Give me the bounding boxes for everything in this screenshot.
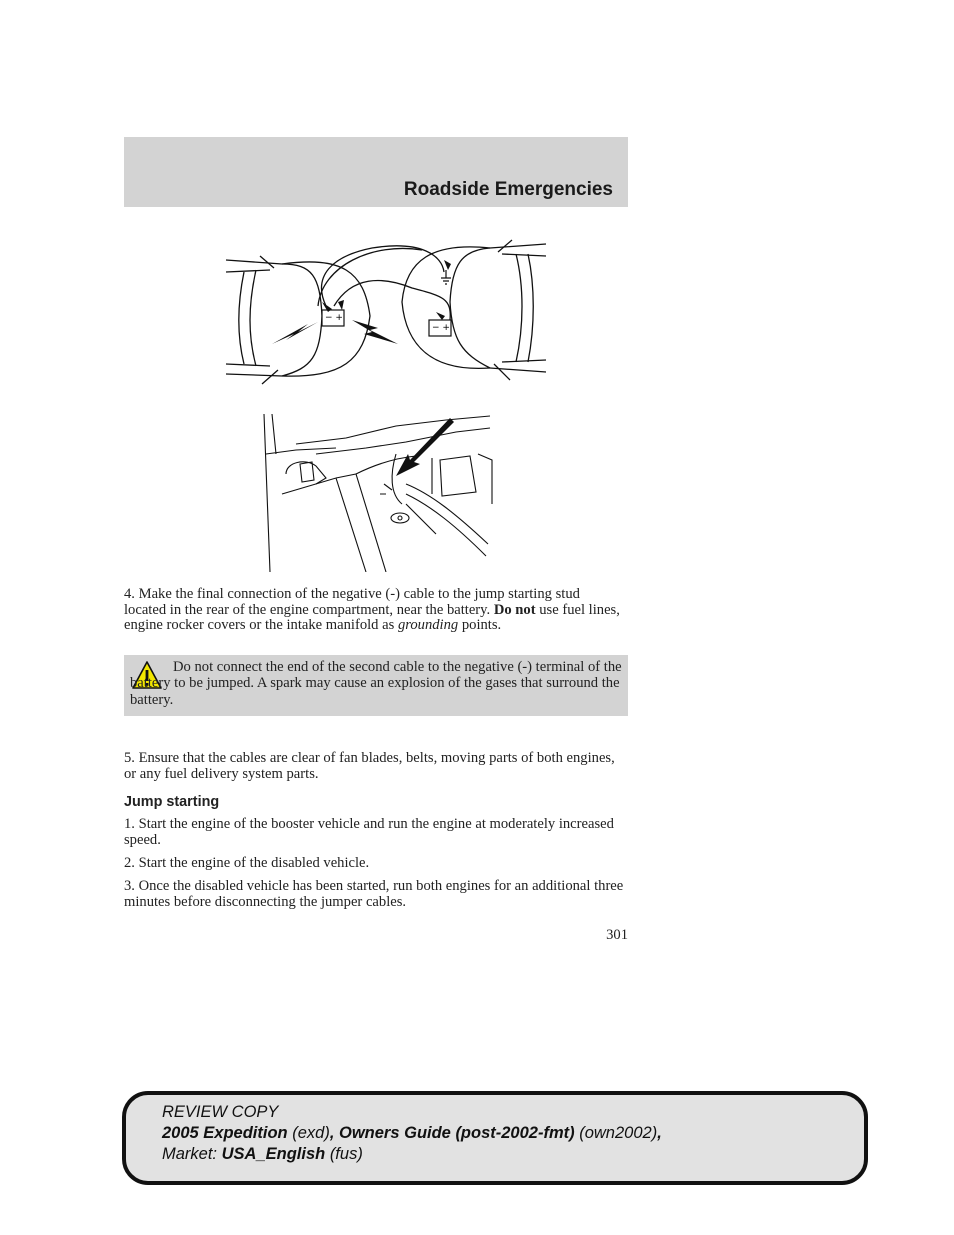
footer-line-2 [162, 1123, 662, 1144]
engine-compartment-diagram [256, 414, 496, 572]
warning-text: Do not connect the end of the second cable to the negative (-) terminal of the battery to be jumped. A spark may cause an explosion of the gases that surround the battery. [130, 659, 622, 708]
step-4-text-2: use fuel lines, engine rocker covers or the intake manifold as [124, 601, 620, 633]
review-copy-label: REVIEW COPY [162, 1103, 279, 1121]
step-4-text-end: points. [458, 617, 502, 633]
section-header [124, 137, 628, 207]
step-4-text: 4. Make the final connection of the negative (-) cable to the jump starting stud located in the rear of the engine compartment, near the battery. [124, 586, 580, 618]
jump-step-3: 3. Once the disabled vehicle has been started, run both engines for an additional three minutes before disconnecting the jumper cables. [124, 878, 624, 910]
footer-market: USA_English [221, 1145, 326, 1163]
warning-text-block [130, 659, 622, 708]
step-5-paragraph: 5. Ensure that the cables are clear of fan blades, belts, moving parts of both engines, or any fuel delivery system parts. [124, 750, 615, 782]
step-4-bold: Do not [493, 601, 536, 618]
jump-step-2: 2. Start the engine of the disabled vehicle. [124, 855, 370, 871]
footer-sep-2: , [657, 1124, 662, 1142]
jumper-cable-diagram [222, 236, 550, 396]
battery-right-terminals: − + [432, 323, 450, 333]
footer-market-label: Market: [162, 1145, 222, 1163]
warning-box [124, 655, 628, 716]
footer-guide-code: (own2002) [579, 1124, 658, 1142]
step-4-italic: grounding [397, 617, 459, 633]
spark-bolt-left-icon [272, 322, 318, 344]
spark-bolt-right-icon [352, 320, 398, 344]
footer-line-3 [162, 1144, 662, 1165]
page-number: 301 [606, 927, 628, 943]
step-4-paragraph [124, 587, 624, 634]
jump-step-1: 1. Start the engine of the booster vehicle and run the engine at moderately increased speed. [124, 816, 614, 848]
section-title: Roadside Emergencies [403, 179, 613, 200]
jump-starting-heading: Jump starting [124, 794, 220, 810]
footer-model: 2005 Expedition [162, 1124, 288, 1142]
footer-guide: Owners Guide (post-2002-fmt) [339, 1124, 575, 1142]
review-copy-footer [122, 1091, 868, 1185]
footer-sep-1: , [329, 1124, 339, 1142]
footer-model-code: (exd) [292, 1124, 330, 1142]
footer-market-code: (fus) [329, 1145, 363, 1163]
battery-left-terminals: − + [325, 313, 343, 323]
jump-stud-arrow-icon [396, 418, 454, 476]
footer-text [162, 1102, 662, 1165]
